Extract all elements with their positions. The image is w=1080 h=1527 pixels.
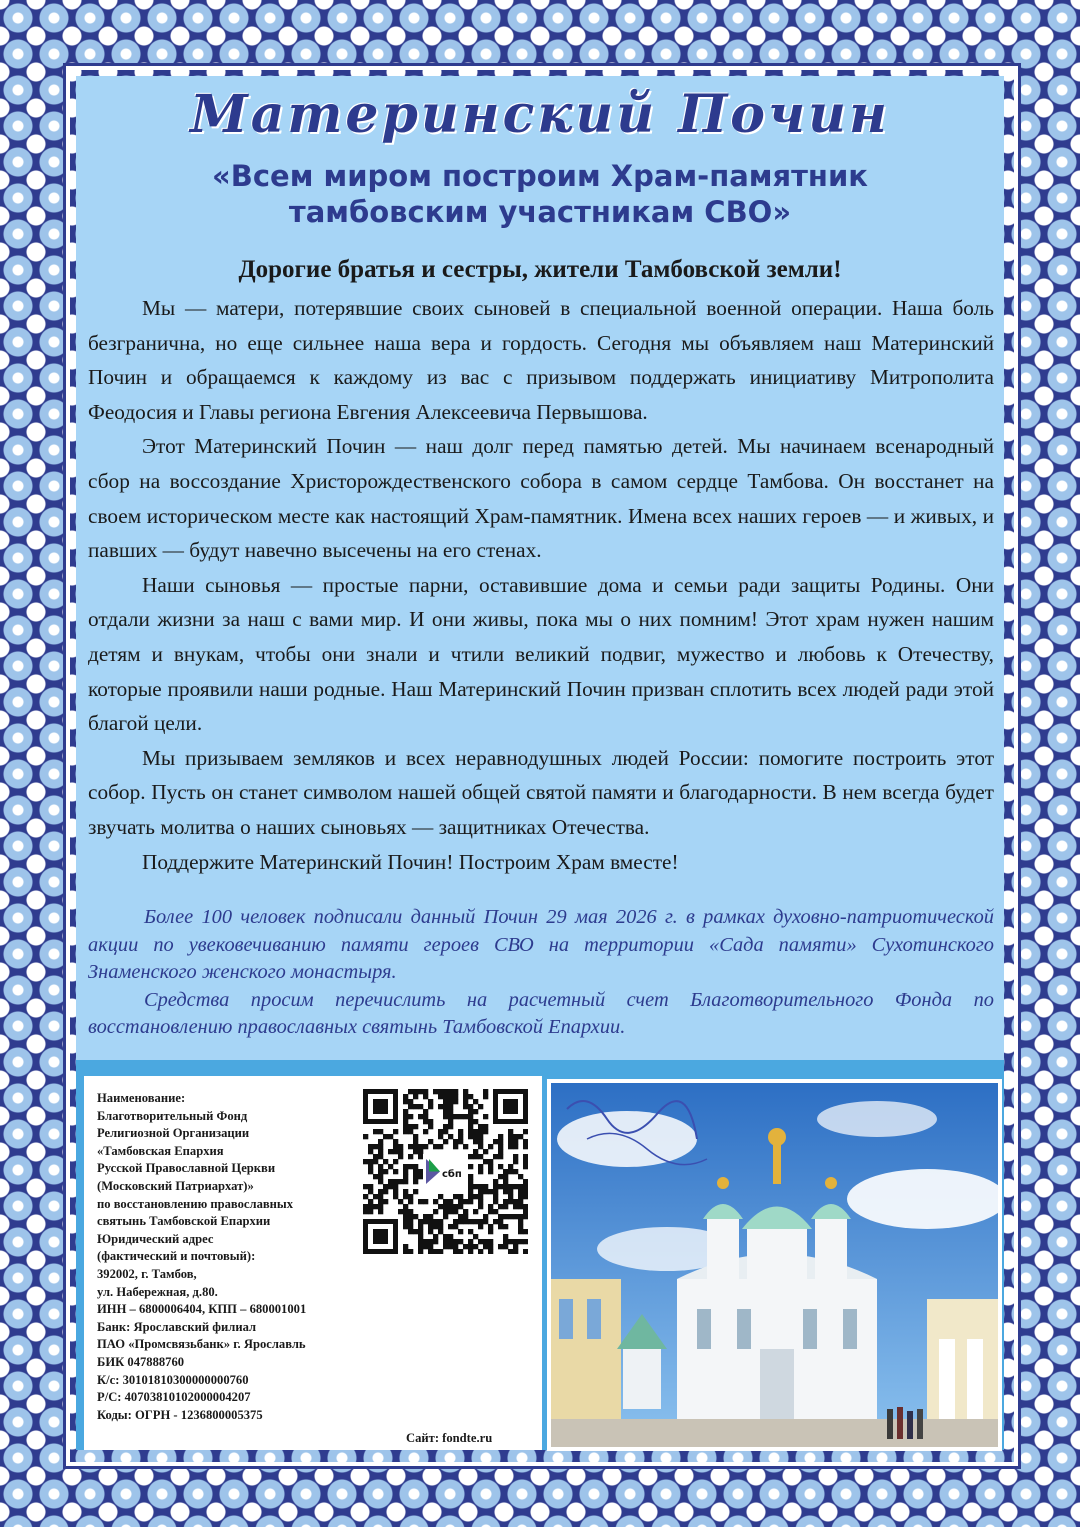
- appeal-text: [88, 291, 994, 879]
- requisite-line: К/с: 30101810300000000760: [97, 1372, 249, 1387]
- requisite-line: святынь Тамбовской Епархии: [97, 1214, 271, 1229]
- requisites-list: [97, 1090, 367, 1424]
- requisites-panel: [84, 1076, 542, 1450]
- qr-code-graphic: [363, 1089, 528, 1254]
- requisite-line: БИК 047888760: [97, 1354, 185, 1369]
- paragraph: Наши сыновья — простые парни, оставившие дома и семьи ради защиты Родины. Они отдали жизни за наш с вами мир. И они живы, пока мы о них помним! Этот храм нужен нашим детям и внукам, чтобы они знали и чтили великий подвиг, мужество и любовь к Отечеству, которые проявили наши родные. Наш Материнский Почин призван сплотить всех людей ради этой благой цели.: [88, 572, 994, 736]
- requisite-line: Благотворительный Фонд: [97, 1108, 248, 1123]
- requisite-line: 392002, г. Тамбов,: [97, 1266, 197, 1281]
- sbp-logo-icon: сбп: [442, 1169, 462, 1180]
- subtitle-line-1: «Всем миром построим Храм-памятник: [212, 159, 868, 193]
- page-title: Материнский Почин: [190, 84, 890, 145]
- requisite-line: ул. Набережная, д.80.: [97, 1284, 218, 1299]
- site-link[interactable]: Сайт: fondte.ru: [406, 1431, 493, 1445]
- requisite-line: ПАО «Промсвязьбанк» г. Ярославль: [97, 1337, 306, 1352]
- note-payment: Средства просим перечислить на расчетный счет Благотворительного Фонда по восстановлению православных святынь Тамбовской Епархии.: [88, 988, 994, 1038]
- main-panel: [76, 76, 1004, 1450]
- requisite-line: по восстановлению православных: [97, 1196, 294, 1211]
- paragraph: Мы — матери, потерявшие своих сыновей в специальной военной операции. Наша боль безгранична, но еще сильнее наша вера и гордость. Сегодня мы объявляем наш Материнский Почин и обращаемся к каждому из вас с призывом поддержать инициативу Митрополита Феодосия и Главы региона Евгения Алексеевича Первышова.: [88, 296, 994, 424]
- requisite-line: Русской Православной Церкви: [97, 1161, 276, 1176]
- requisite-line: Юридический адрес: [97, 1231, 214, 1246]
- paragraph: Мы призываем земляков и всех неравнодушных людей России: помогите построить этот собор. Пусть он станет символом нашей общей святой памяти и благодарности. В нем всегда будет звучать молитва о наших сыновьях — защитниках Отечества.: [88, 745, 994, 839]
- page-subtitle: [116, 158, 964, 230]
- requisite-line: (Московский Патриархат)»: [97, 1178, 254, 1193]
- requisite-line: Р/С: 40703810102000004207: [97, 1390, 251, 1405]
- requisite-line: Наименование:: [97, 1091, 186, 1105]
- greeting: Дорогие братья и сестры, жители Тамбовской земли!: [238, 256, 842, 283]
- requisite-line: Банк: Ярославский филиал: [97, 1319, 257, 1334]
- paragraph: Поддержите Материнский Почин! Построим Храм вместе!: [142, 849, 679, 874]
- qr-code-icon[interactable]: [363, 1089, 528, 1254]
- subtitle-line-2: тамбовским участникам СВО»: [288, 195, 792, 229]
- cathedral-illustration: [547, 1079, 1002, 1451]
- requisite-line: (фактический и почтовый):: [97, 1249, 256, 1264]
- requisite-line: Религиозной Организации: [97, 1126, 250, 1141]
- paragraph: Этот Материнский Почин — наш долг перед памятью детей. Мы начинаем всенародный сбор на воссоздание Христорождественского собора в самом сердце Тамбова. Он восстанет на своем историческом месте как настоящий Храм-памятник. Имена всех наших героев — и живых, и павших — будут навечно высечены на его стенах.: [88, 434, 994, 563]
- note-signed: Более 100 человек подписали данный Почин 29 мая 2026 г. в рамках духовно-патриотической акции по увековечиванию памяти героев СВО на территории «Сада памяти» Сухотинского Знаменского женского монастыря.: [88, 906, 994, 983]
- cathedral-photo: [547, 1079, 1002, 1451]
- requisite-line: ИНН – 6800006404, КПП – 680001001: [97, 1302, 307, 1317]
- requisite-line: «Тамбовская Епархия: [97, 1143, 224, 1158]
- requisite-line: Коды: ОГРН - 1236800005375: [97, 1407, 263, 1422]
- signature-note: [88, 904, 994, 1042]
